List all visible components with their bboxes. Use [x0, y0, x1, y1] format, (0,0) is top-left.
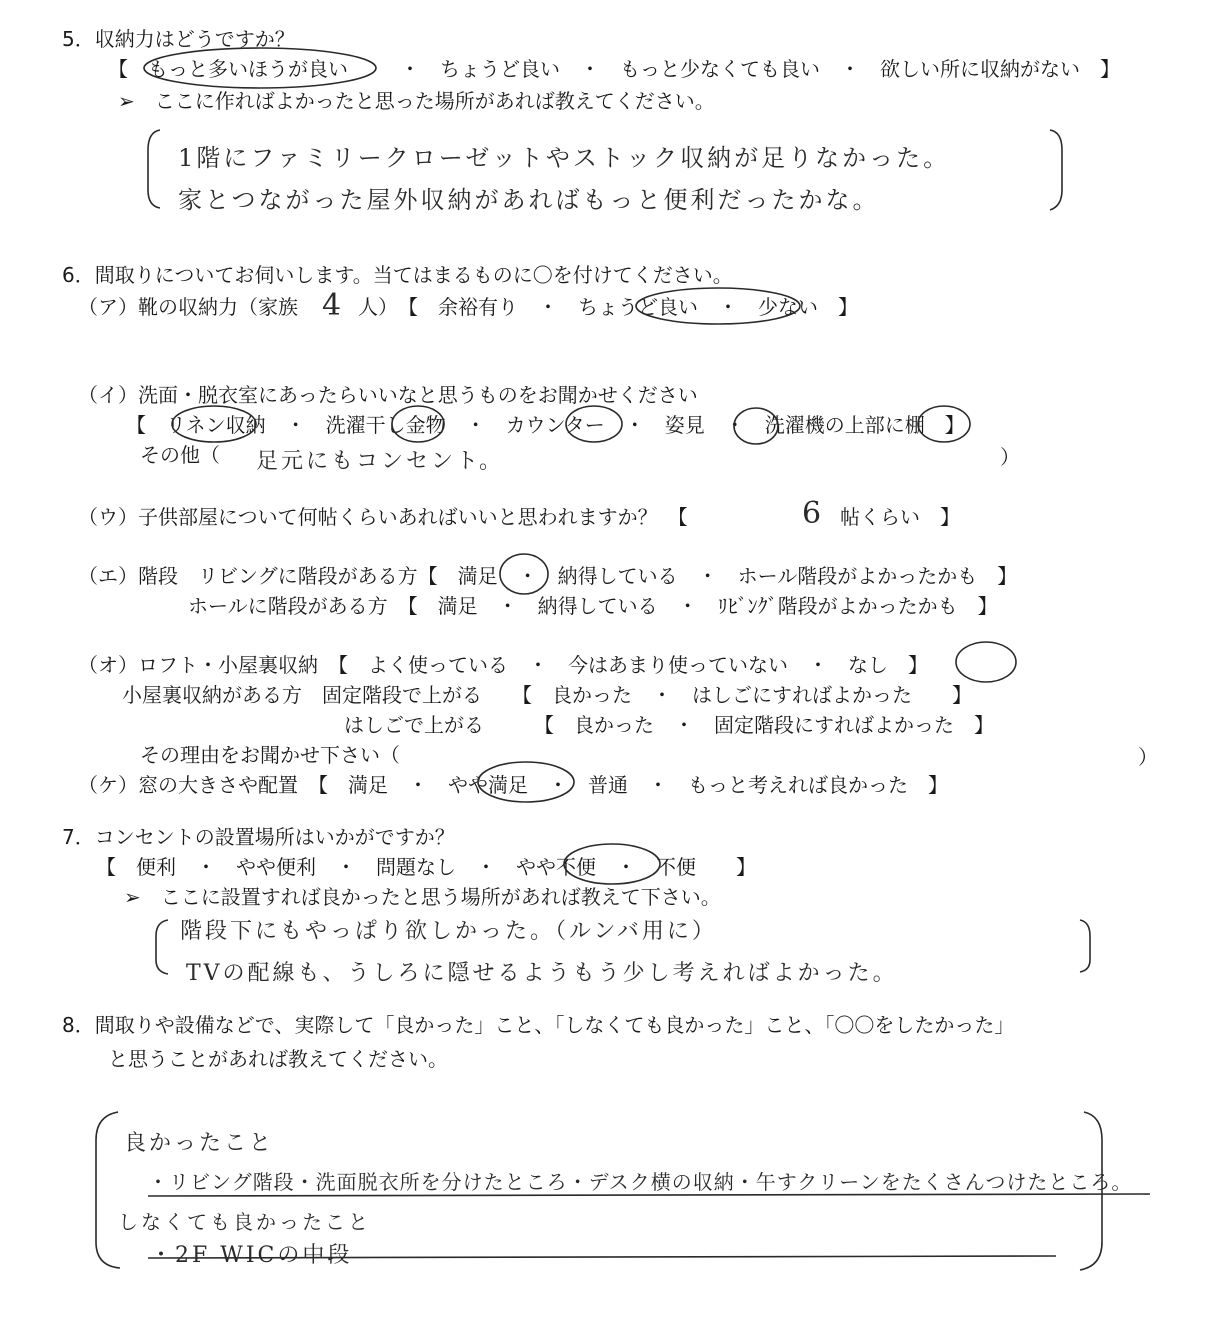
q6a-family-count: 4 — [322, 288, 342, 323]
q8-title-line2: と思うことがあれば教えてください。 — [108, 1047, 448, 1071]
q6o-reason: その理由をお聞かせ下さい（ — [140, 743, 400, 767]
q7-title: 7．コンセントの設置場所はいかがですか？ — [62, 825, 455, 849]
q7-answer-line1: 階段下にもやっぱり欲しかった。（ルンバ用に） — [180, 919, 717, 944]
q6ke-label[interactable]: （ケ）窓の大きさや配置 【 満足 ・ やや満足 ・ 普通 ・ もっと考えれば良かった 】 — [78, 773, 948, 797]
q6o-line3[interactable]: はしごで上がる 【 良かった ・ 固定階段にすればよかった 】 — [344, 713, 994, 737]
q6u-label: （ウ）子供部屋について何帖くらいあればいいと思われますか？ 【 — [78, 505, 688, 529]
q6o-label[interactable]: （オ）ロフト・小屋裏収納 【 よく使っている ・ 今はあまり使っていない ・ なし 】 — [78, 653, 928, 677]
q6u-suffix: 帖くらい 】 — [840, 505, 960, 529]
bracket-right-q7 — [1080, 920, 1090, 972]
q8-unneeded-heading: しなくても良かったこと — [118, 1210, 371, 1234]
q6e-line2[interactable]: ホールに階段がある方 【 満足 ・ 納得している ・ ﾘﾋﾞﾝｸﾞ階段がよかったかも 】 — [188, 594, 998, 618]
q7-answer-line2: TVの配線も、うしろに隠せるようもう少し考えればよかった。 — [186, 961, 898, 986]
q6a-label: （ア）靴の収納力（家族 — [78, 295, 298, 319]
q7-options[interactable]: 【 便利 ・ やや便利 ・ 問題なし ・ やや不便 ・ 不便 】 — [96, 855, 756, 879]
q5-title: 5．収納力はどうですか？ — [62, 27, 295, 51]
q6i-label: （イ）洗面・脱衣室にあったらいいなと思うものをお聞かせください — [78, 383, 698, 407]
q6-title: 6．間取りについてお伺いします。当てはまるものに〇を付けてください。 — [62, 263, 733, 287]
q6i-other-close: ） — [1000, 445, 1020, 469]
q8-title: 8．間取りや設備などで、実際して「良かった」こと、「しなくても良かった」こと、「〇〇をしたかった」 — [62, 1013, 1015, 1037]
q6u-value: 6 — [802, 496, 822, 531]
q6i-options[interactable]: 【 リネン収納 ・ 洗濯干し金物 ・ カウンター ・ 姿見 ・ 洗濯機の上部に棚 】 — [126, 413, 965, 437]
q5-answer-line2: 家とつながった屋外収納があればもっと便利だったかな。 — [178, 186, 880, 214]
q6o-line2[interactable]: 小屋裏収納がある方 固定階段で上がる 【 良かった ・ はしごにすればよかった 】 — [122, 683, 972, 707]
bracket-right-q5 — [1050, 130, 1062, 210]
q6i-other-answer: 足元にもコンセント。 — [256, 449, 505, 474]
q7-sub-question: ➢ ここに設置すれば良かったと思う場所があれば教えて下さい。 — [124, 885, 721, 909]
q5-option-more[interactable]: 【 もっと多いほうが良い — [108, 57, 348, 81]
bracket-left-q5 — [148, 130, 160, 208]
q8-good-heading: 良かったこと — [124, 1131, 275, 1156]
bracket-left-q8 — [96, 1112, 120, 1268]
q8-unneeded-items: ・2F WICの中段 — [150, 1243, 353, 1268]
q6i-other-label: その他（ — [140, 443, 220, 467]
q6e-label[interactable]: （エ）階段 リビングに階段がある方【 満足 ・ 納得している ・ ホール階段がよかったかも 】 — [78, 564, 1018, 588]
q6o-reason-close: ） — [1138, 745, 1158, 769]
q8-good-items: ・リビング階段・洗面脱衣所を分けたところ・デスク横の収納・午すクリーンをたくさんつけたところ。 — [148, 1170, 1133, 1194]
bracket-left-q7 — [156, 920, 168, 974]
circle-mark-q6o — [956, 642, 1016, 682]
q5-answer-line1: 1階にファミリークローゼットやストック収納が足りなかった。 — [178, 144, 951, 172]
q6a-options[interactable]: 人） 【 余裕有り ・ ちょうど良い ・ 少ない 】 — [358, 295, 858, 319]
q5-sub-question: ➢ ここに作ればよかったと思った場所があれば教えてください。 — [118, 89, 715, 113]
q5-options[interactable]: ・ ちょうど良い ・ もっと少なくても良い ・ 欲しい所に収納がない 】 — [400, 57, 1120, 81]
